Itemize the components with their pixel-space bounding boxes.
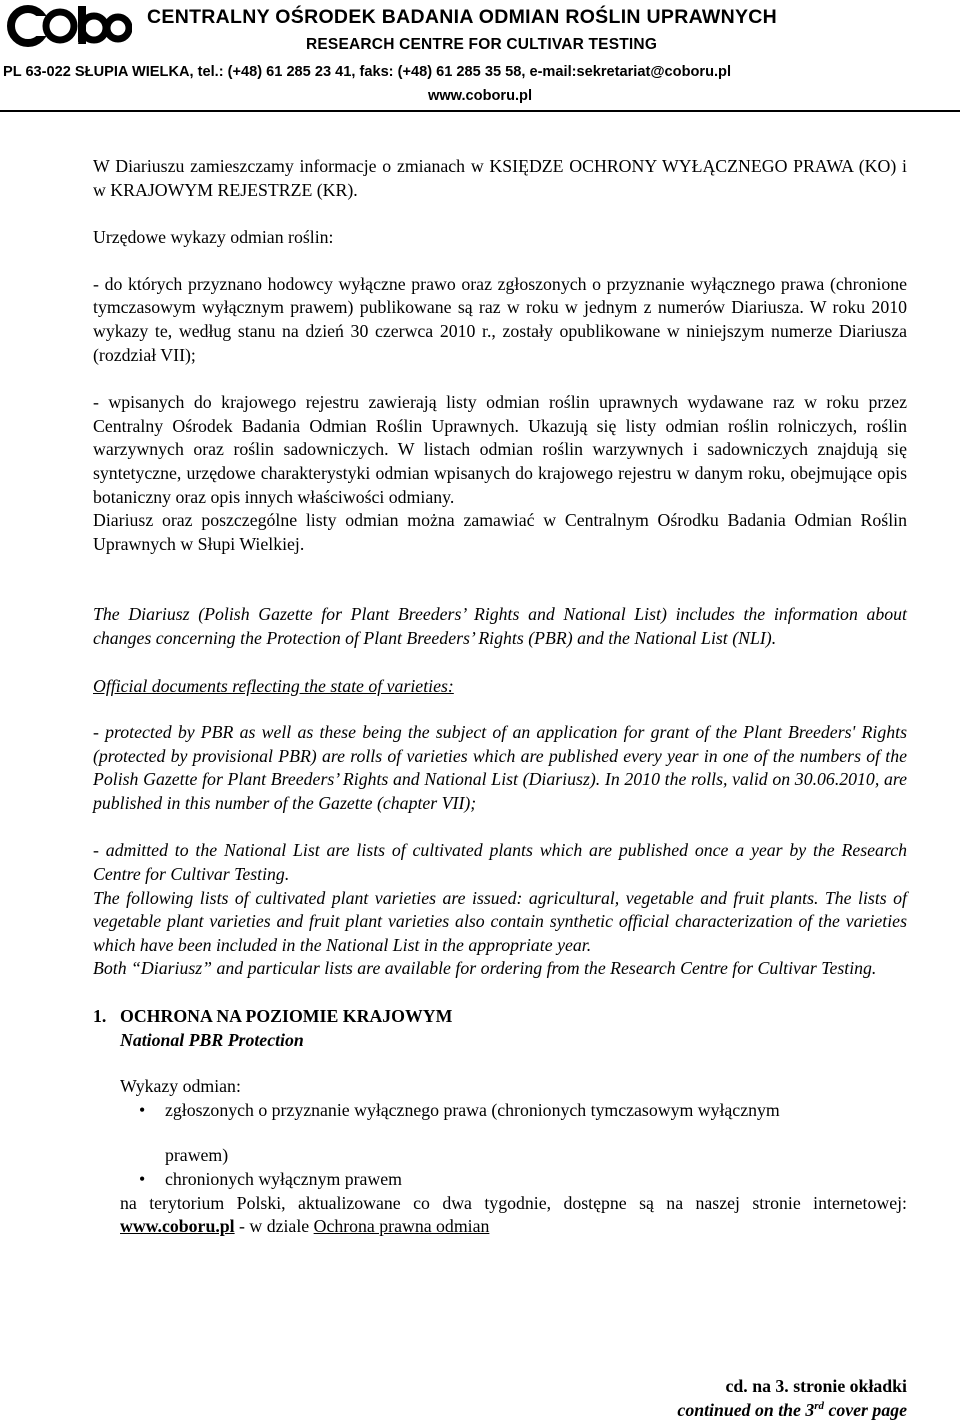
section-title [93, 1005, 907, 1029]
en-pbr-list-item: - protected by PBR as well as these being the subject of an application for grant of the Plant Breeders' Rights (protected by provisional PBR) are rolls of varieties which are published every year in one of the numbers of the Polish Gazette for Plant Breeders’ Rights and National List (Diariusz). In 2010 the rolls, valid on 30.06.2010, are published in this number of the Gazette (chapter VII); [93, 722, 907, 813]
continuation-pl: cd. na 3. stronie okładki [725, 1376, 907, 1396]
pl-intro-paragraph: W Diariuszu zamieszczamy informacje o zmianach w KSIĘDZE OCHRONY WYŁĄCZNEGO PRAWA (KO) i w KRAJOWYM REJESTRZE (KR). [93, 156, 907, 200]
continuation-note [677, 1375, 907, 1422]
letterhead [0, 0, 960, 112]
en-official-docs-heading: Official documents reflecting the state of varieties: [93, 675, 454, 696]
availability-text: na terytorium Polski, aktualizowane co dwa tygodnie, dostępne są na naszej stronie internetowej: [120, 1192, 907, 1213]
document-body [93, 155, 907, 1239]
pl-pbr-list-item: - do których przyznano hodowcy wyłączne prawo oraz zgłoszonych o przyznanie wyłącznego prawa (chronione tymczasowym wyłącznym prawem) publikowane są raz w roku w jednym z numerów Diariusza. W roku 2010 wykazy te, według stanu na dzień 30 czerwca 2010 r., zostały opublikowane w niniejszym numerze Diariusza (rozdział VII); [93, 273, 907, 365]
en-national-list-item: - admitted to the National List are lists of cultivated plants which are published once a year by the Research Centre for Cultivar Testing. [93, 840, 907, 885]
en-lists-issued-paragraph: The following lists of cultivated plant varieties are issued: agricultural, vegetable and fruit plants. The lists of vegetable plant varieties and fruit plant varieties also contain synthetic official characterization of the varieties which have been included in the National List in the appropriate year. [93, 887, 907, 955]
continuation-en-text: continued on the 3 [677, 1399, 815, 1420]
list-item-continuation: prawem) [165, 1145, 229, 1166]
list-item [120, 1099, 907, 1168]
organization-name-pl: CENTRALNY OŚRODEK BADANIA ODMIAN ROŚLIN UPRAWNYCH [147, 6, 778, 28]
list-item-text: zgłoszonych o przyznanie wyłącznego prawa (chronionych tymczasowym wyłącznym [165, 1099, 780, 1120]
en-ordering-paragraph: Both “Diariusz” and particular lists are available for ordering from the Research Centre for Cultivar Testing. [93, 958, 877, 979]
section-national-protection [93, 1005, 907, 1239]
continuation-en-end: cover page [824, 1399, 907, 1420]
section-subtitle: National PBR Protection [120, 1029, 304, 1050]
availability-paragraph [120, 1192, 907, 1239]
contact-address: PL 63-022 SŁUPIA WIELKA, tel.: (+48) 61 285 23 41, faks: (+48) 61 285 35 58, e-mail:sekretariat@coboru.pl [3, 64, 732, 80]
organization-name-en: RESEARCH CENTRE FOR CULTIVAR TESTING [306, 36, 658, 53]
header-divider [0, 110, 960, 112]
coboru-logo [6, 4, 132, 48]
lists-label: Wykazy odmian: [120, 1076, 241, 1097]
section-title-text: OCHRONA NA POZIOMIE KRAJOWYM [120, 1006, 453, 1027]
list-item-text: chronionych wyłącznym prawem [165, 1169, 402, 1189]
varieties-list [120, 1099, 907, 1192]
website-link[interactable]: www.coboru.pl [427, 88, 533, 104]
pl-ordering-paragraph: Diariusz oraz poszczególne listy odmian można zamawiać w Centralnym Ośrodku Badania Odmian Roślin Uprawnych w Słupi Wielkiej. [93, 510, 907, 554]
continuation-en [677, 1399, 907, 1422]
legal-protection-link[interactable]: Ochrona prawna odmian [313, 1216, 490, 1237]
pl-national-list-item: - wpisanych do krajowego rejestru zawierają listy odmian roślin uprawnych wydawane raz w roku przez Centralny Ośrodek Badania Odmian Roślin Uprawnych. Ukazują się listy odmian roślin rolniczych, roślin warzywnych oraz roślin sadowniczych. W listach odmian roślin warzywnych i sadowniczych znajdują się syntetyczne, urzędowe charakterystyki odmian wpisanych do krajowego rejestru w danym roku, obejmujące opis botaniczny oraz opis innych właściwości odmiany. [93, 392, 907, 507]
svg-text:cobo: cobo [69, 40, 79, 45]
list-item [120, 1168, 907, 1192]
en-intro-paragraph: The Diariusz (Polish Gazette for Plant Breeders’ Rights and National List) includes the information about changes concerning the Protection of Plant Breeders’ Rights (PBR) and the National List (NLI). [93, 604, 907, 648]
pl-official-lists-heading: Urzędowe wykazy odmian roślin: [93, 227, 334, 248]
section-number: 1. [93, 1006, 107, 1027]
availability-text-mid: - w dziale [234, 1216, 314, 1237]
coboru-website-link[interactable]: www.coboru.pl [120, 1216, 235, 1237]
ordinal-suffix: rd [814, 1399, 825, 1412]
